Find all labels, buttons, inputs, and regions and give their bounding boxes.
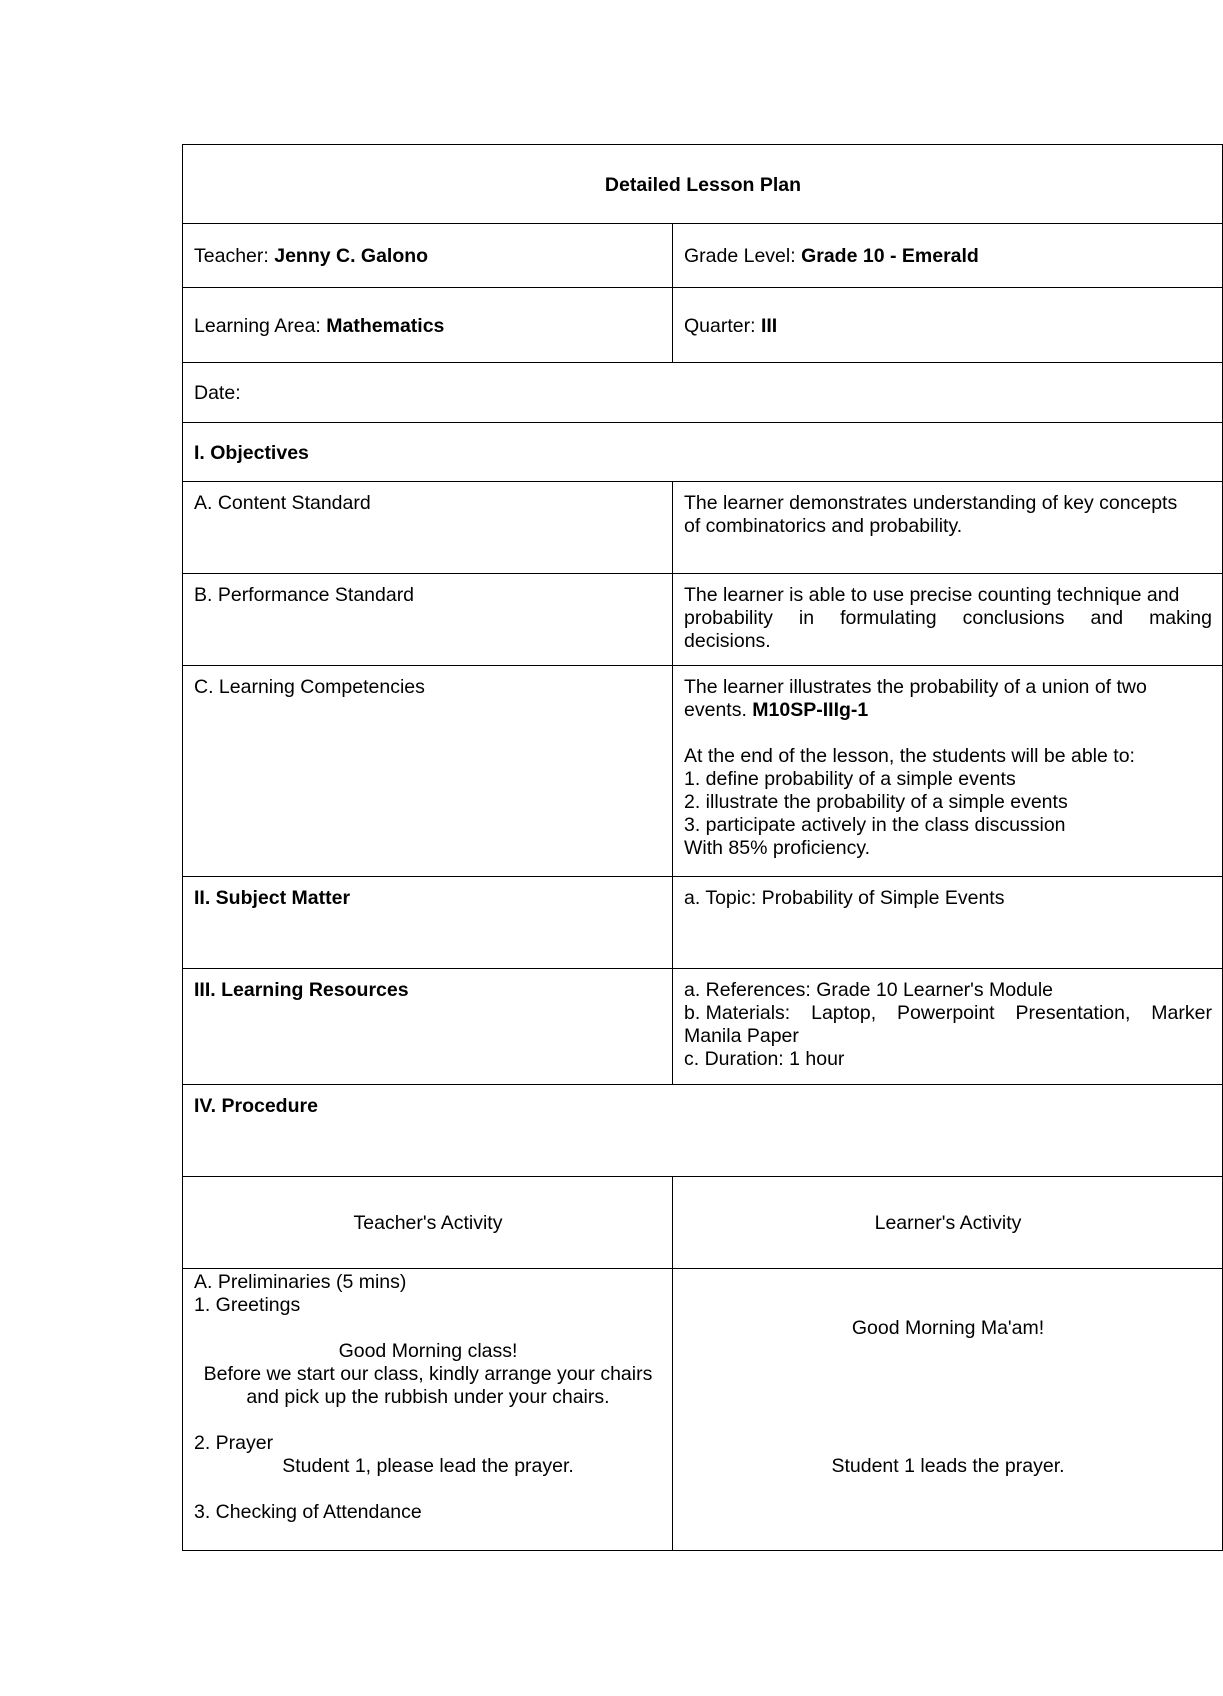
- word: in: [798, 607, 815, 629]
- resources-duration: c. Duration: 1 hour: [684, 1048, 845, 1070]
- preliminaries-row: [183, 1269, 1223, 1551]
- attendance-heading: 3. Checking of Attendance: [194, 1501, 422, 1523]
- competency-events: events.: [684, 699, 747, 721]
- lesson-plan-table: [182, 144, 1223, 1551]
- subject-matter-topic: a. Topic: Probability of Simple Events: [673, 877, 1223, 969]
- competency-item: 2. illustrate the probability of a simple events: [684, 791, 1068, 813]
- performance-standard-justified-line: [684, 607, 1212, 630]
- resources-references: a. References: Grade 10 Learner's Module: [684, 979, 1054, 1001]
- word: Presentation,: [1015, 1002, 1131, 1024]
- competency-line-2: [684, 699, 1212, 722]
- word: b. Materials:: [684, 1002, 791, 1024]
- teacher-activity-header: Teacher's Activity: [183, 1177, 673, 1269]
- competency-code: M10SP-IIIg-1: [752, 699, 869, 721]
- objectives-heading: I. Objectives: [183, 423, 1223, 482]
- competency-intro: At the end of the lesson, the students will be able to:: [684, 745, 1135, 767]
- quarter-label: Quarter:: [684, 314, 756, 337]
- learning-area-value: Mathematics: [326, 314, 445, 337]
- content-standard-line: of combinatorics and probability.: [684, 515, 963, 537]
- activity-header-row: [183, 1177, 1223, 1269]
- learner-prayer: Student 1 leads the prayer.: [831, 1455, 1065, 1477]
- word: making: [1149, 607, 1212, 629]
- content-standard-text: [673, 482, 1223, 574]
- grade-level-cell: [673, 224, 1223, 288]
- performance-standard-line: The learner is able to use precise counting technique and: [684, 584, 1180, 606]
- prayer-heading: 2. Prayer: [194, 1432, 274, 1454]
- teacher-grade-row: [183, 224, 1223, 288]
- content-standard-label: A. Content Standard: [183, 482, 673, 574]
- learning-area-cell: [183, 288, 673, 363]
- teacher-prayer: Student 1, please lead the prayer.: [282, 1455, 574, 1477]
- word: Laptop,: [811, 1002, 877, 1024]
- content-standard-row: [183, 482, 1223, 574]
- word: conclusions: [962, 607, 1065, 629]
- word: Marker: [1151, 1002, 1212, 1024]
- learning-resources-heading: III. Learning Resources: [183, 969, 673, 1085]
- word: probability: [684, 607, 773, 629]
- learning-area-label: Learning Area:: [194, 314, 321, 337]
- performance-standard-row: [183, 574, 1223, 666]
- greetings-heading: 1. Greetings: [194, 1294, 301, 1316]
- grade-level-value: Grade 10 - Emerald: [801, 245, 979, 267]
- resources-materials-cont: Manila Paper: [684, 1025, 799, 1047]
- procedure-heading: IV. Procedure: [183, 1085, 1223, 1177]
- subject-matter-heading: II. Subject Matter: [183, 877, 673, 969]
- learner-activity-header: Learner's Activity: [673, 1177, 1223, 1269]
- teacher-cell: [183, 224, 673, 288]
- teacher-instruction: Before we start our class, kindly arrange your chairs: [203, 1363, 653, 1385]
- teacher-instruction: and pick up the rubbish under your chairs.: [246, 1386, 610, 1408]
- document-title: Detailed Lesson Plan: [183, 145, 1223, 224]
- learning-competencies-label: C. Learning Competencies: [183, 666, 673, 877]
- lesson-plan-document: [182, 144, 1222, 1551]
- date-row: [183, 363, 1223, 423]
- competency-item: 3. participate actively in the class discussion: [684, 814, 1066, 836]
- teacher-label: Teacher:: [194, 245, 269, 267]
- content-standard-line: The learner demonstrates understanding of key concepts: [684, 492, 1178, 514]
- word: Powerpoint: [897, 1002, 995, 1024]
- quarter-cell: [673, 288, 1223, 363]
- learner-greeting: Good Morning Ma'am!: [851, 1317, 1045, 1339]
- date-cell: [183, 363, 1223, 423]
- performance-standard-text: [673, 574, 1223, 666]
- learning-resources-text: [673, 969, 1223, 1085]
- performance-standard-label: B. Performance Standard: [183, 574, 673, 666]
- learning-competencies-row: [183, 666, 1223, 877]
- subject-matter-row: [183, 877, 1223, 969]
- date-label: Date:: [194, 382, 241, 404]
- learning-competencies-text: [673, 666, 1223, 877]
- competency-closing: With 85% proficiency.: [684, 837, 871, 859]
- objectives-heading-row: [183, 423, 1223, 482]
- teacher-greeting: Good Morning class!: [338, 1340, 518, 1362]
- grade-level-label: Grade Level:: [684, 245, 796, 267]
- learning-resources-row: [183, 969, 1223, 1085]
- preliminaries-heading: A. Preliminaries (5 mins): [194, 1271, 407, 1293]
- resources-materials: [684, 1002, 1212, 1025]
- teacher-activity-cell: [183, 1269, 673, 1551]
- quarter-value: III: [760, 314, 778, 337]
- competency-item: 1. define probability of a simple events: [684, 768, 1016, 790]
- area-quarter-row: [183, 288, 1223, 363]
- competency-line: The learner illustrates the probability of a union of two: [684, 676, 1147, 698]
- learner-activity-cell: [673, 1269, 1223, 1551]
- teacher-name: Jenny C. Galono: [274, 245, 429, 267]
- procedure-heading-row: [183, 1085, 1223, 1177]
- title-row: [183, 145, 1223, 224]
- word: and: [1090, 607, 1124, 629]
- word: formulating: [840, 607, 937, 629]
- performance-standard-line: decisions.: [684, 630, 771, 652]
